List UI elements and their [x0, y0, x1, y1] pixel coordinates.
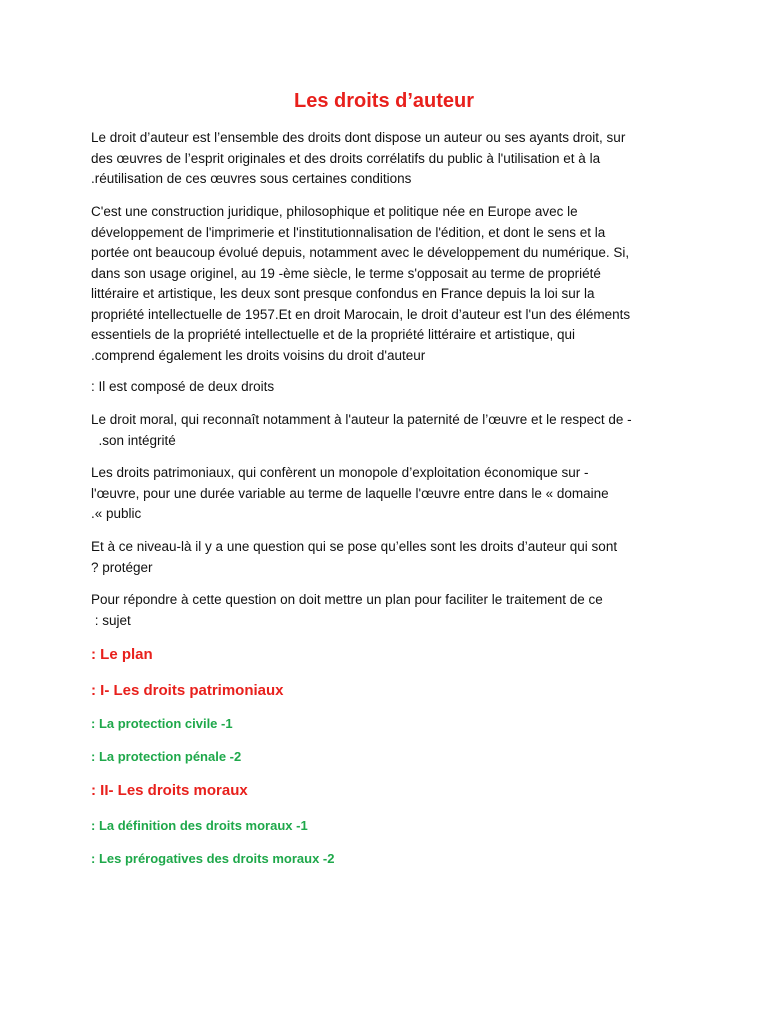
- paragraph-moral-right: [91, 410, 681, 451]
- paragraph-line: portée ont beaucoup évolué depuis, notamment avec le développement du numérique. Si,: [91, 245, 630, 260]
- paragraph-line: Le droit moral, qui reconnaît notamment à l'auteur la paternité de l’œuvre et le respect de -: [91, 412, 632, 427]
- plan-heading: : Le plan: [91, 646, 153, 663]
- paragraph-line: .son intégrité: [91, 432, 176, 448]
- paragraph-patrimonial-rights: [91, 463, 681, 525]
- paragraph-history: [91, 202, 681, 366]
- paragraph-line: : sujet: [91, 612, 131, 628]
- paragraph-line: .réutilisation de ces œuvres sous certaines conditions: [91, 171, 412, 186]
- paragraph-line: propriété intellectuelle de 1957.Et en droit Marocain, le droit d’auteur est l'un des éléments: [91, 306, 631, 322]
- paragraph-line: .comprend également les droits voisins du droit d'auteur: [91, 347, 426, 363]
- plan-part-1-item-2: : La protection pénale -2: [91, 749, 242, 764]
- paragraph-plan-intro: [91, 590, 681, 631]
- paragraph-line: Pour répondre à cette question on doit mettre un plan pour faciliter le traitement de ce: [91, 592, 603, 607]
- paragraph-line: Le droit d’auteur est l’ensemble des droits dont dispose un auteur ou ses ayants droit, sur: [91, 130, 626, 145]
- plan-part-2-item-1: : La définition des droits moraux -1: [91, 818, 308, 833]
- paragraph-question: [91, 537, 681, 578]
- plan-part-1-heading: : I- Les droits patrimoniaux: [91, 682, 284, 699]
- document-title: Les droits d’auteur: [293, 90, 475, 112]
- paragraph-line: des œuvres de l’esprit originales et des droits corrélatifs du public à l'utilisation et à la: [91, 150, 601, 166]
- paragraph-line: essentiels de la propriété intellectuelle et de la propriété littéraire et artistique, qui: [91, 327, 576, 342]
- paragraph-line: C'est une construction juridique, philosophique et politique née en Europe avec le: [91, 204, 578, 219]
- paragraph-line: Les droits patrimoniaux, qui confèrent un monopole d’exploitation économique sur -: [91, 465, 589, 480]
- plan-part-1-item-1: : La protection civile -1: [91, 716, 233, 731]
- paragraph-line: .« public: [91, 506, 142, 521]
- paragraph-composition: [91, 377, 681, 398]
- plan-part-2-item-2: : Les prérogatives des droits moraux -2: [91, 851, 335, 866]
- paragraph-line: littéraire et artistique, les deux sont presque confondus en France depuis la loi sur la: [91, 286, 595, 301]
- paragraph-line: Et à ce niveau-là il y a une question qui se pose qu’elles sont les droits d’auteur qui sont: [91, 539, 618, 554]
- paragraph-line: l'œuvre, pour une durée variable au terme de laquelle l'œuvre entre dans le « domaine: [91, 485, 609, 501]
- paragraph-line: dans son usage originel, au 19 -ème siècle, le terme s'opposait au terme de propriété: [91, 265, 601, 281]
- paragraph-definition: [91, 128, 681, 190]
- paragraph-line: développement de l'imprimerie et l'institutionnalisation de l'édition, et dont le sens et la: [91, 224, 606, 240]
- paragraph-line: : Il est composé de deux droits: [91, 379, 275, 394]
- paragraph-line: ? protéger: [91, 559, 153, 575]
- plan-part-2-heading: : II- Les droits moraux: [91, 782, 248, 799]
